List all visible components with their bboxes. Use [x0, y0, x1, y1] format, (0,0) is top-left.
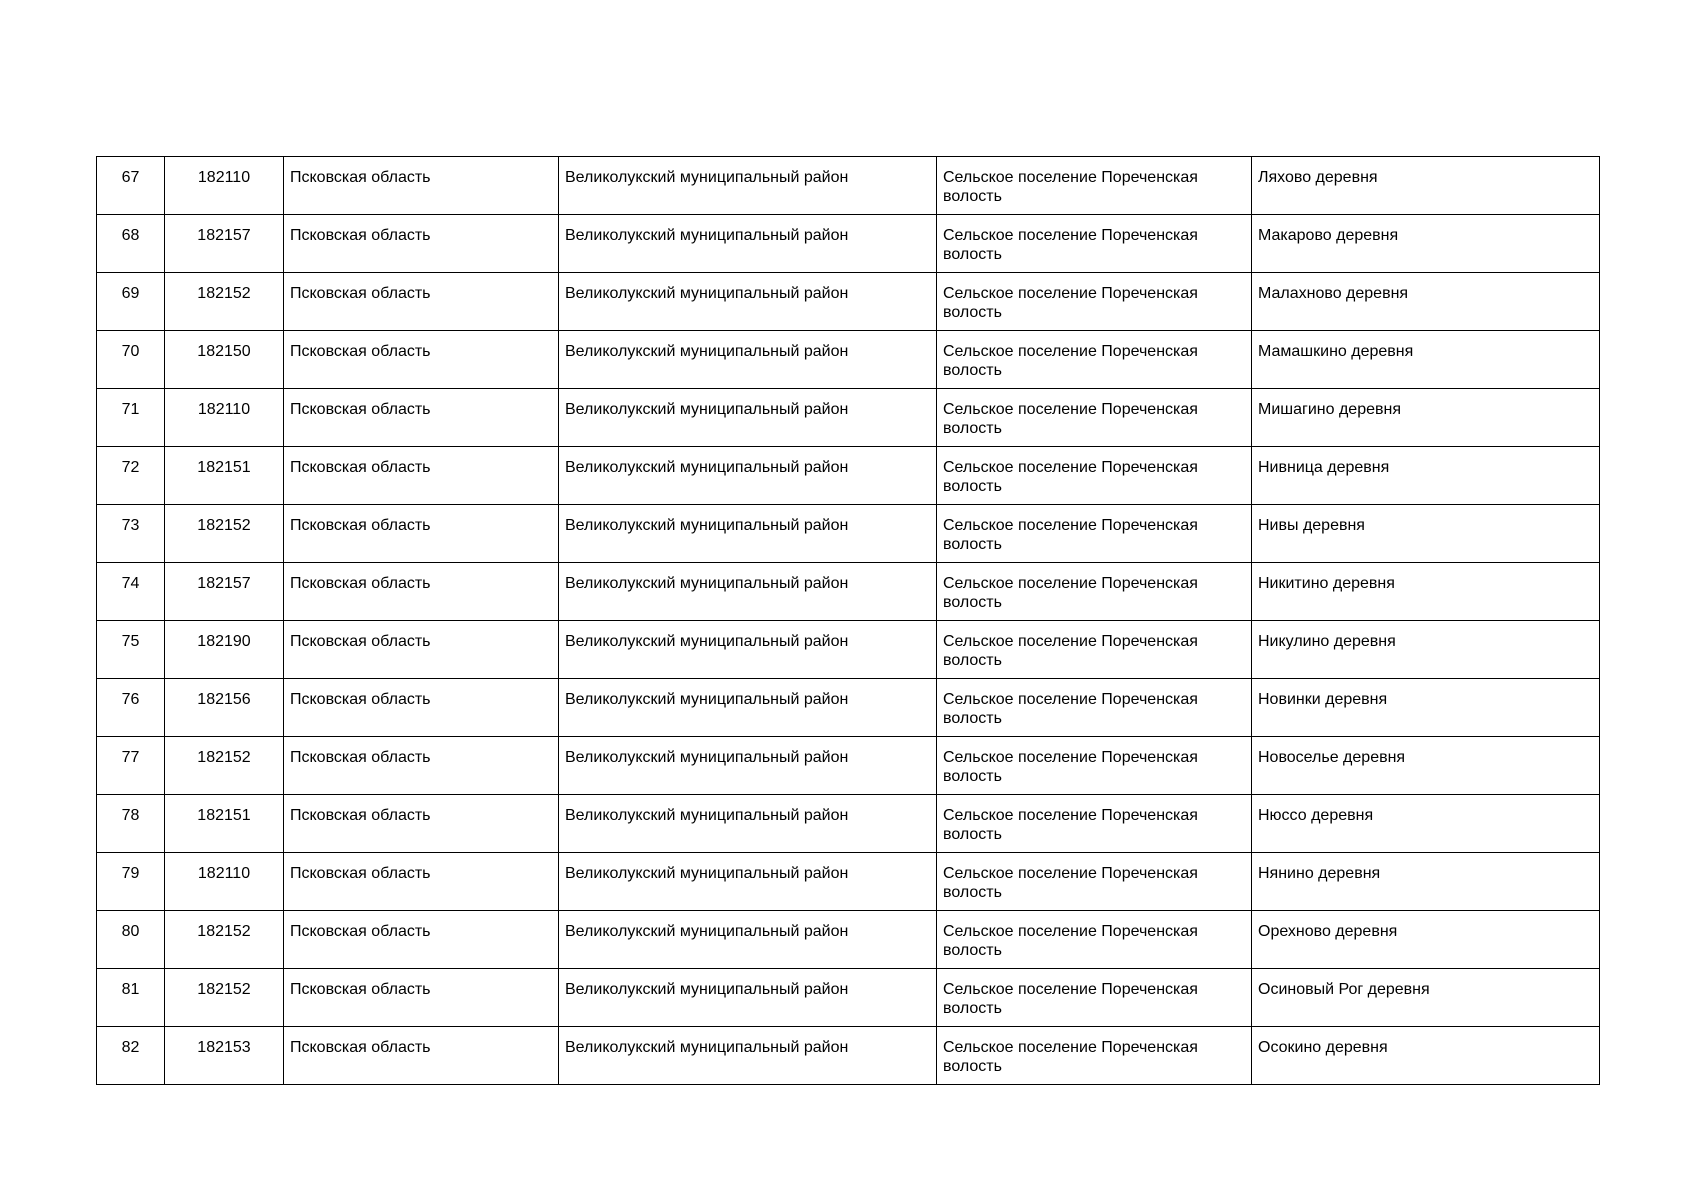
- locality-cell: Нюссо деревня: [1252, 795, 1600, 853]
- table-row: [97, 853, 1600, 911]
- district-cell: Великолукский муниципальный район: [559, 853, 937, 911]
- records-table-body: [97, 157, 1600, 1085]
- row-number-cell: 77: [97, 737, 165, 795]
- postal-index-cell: 182157: [165, 563, 284, 621]
- settlement-cell: Сельское поселение Пореченская волость: [937, 1027, 1252, 1085]
- region-cell: Псковская область: [284, 447, 559, 505]
- row-number-cell: 82: [97, 1027, 165, 1085]
- table-row: [97, 795, 1600, 853]
- postal-index-cell: 182110: [165, 389, 284, 447]
- district-cell: Великолукский муниципальный район: [559, 505, 937, 563]
- region-cell: Псковская область: [284, 679, 559, 737]
- region-cell: Псковская область: [284, 389, 559, 447]
- postal-index-cell: 182152: [165, 737, 284, 795]
- table-row: [97, 273, 1600, 331]
- settlement-cell: Сельское поселение Пореченская волость: [937, 447, 1252, 505]
- postal-index-cell: 182151: [165, 795, 284, 853]
- district-cell: Великолукский муниципальный район: [559, 621, 937, 679]
- table-row: [97, 969, 1600, 1027]
- region-cell: Псковская область: [284, 215, 559, 273]
- region-cell: Псковская область: [284, 563, 559, 621]
- locality-cell: Нянино деревня: [1252, 853, 1600, 911]
- row-number-cell: 67: [97, 157, 165, 215]
- region-cell: Псковская область: [284, 331, 559, 389]
- locality-cell: Новоселье деревня: [1252, 737, 1600, 795]
- locality-cell: Мамашкино деревня: [1252, 331, 1600, 389]
- locality-cell: Никулино деревня: [1252, 621, 1600, 679]
- row-number-cell: 68: [97, 215, 165, 273]
- region-cell: Псковская область: [284, 157, 559, 215]
- district-cell: Великолукский муниципальный район: [559, 273, 937, 331]
- row-number-cell: 81: [97, 969, 165, 1027]
- district-cell: Великолукский муниципальный район: [559, 1027, 937, 1085]
- locality-cell: Орехново деревня: [1252, 911, 1600, 969]
- table-row: [97, 563, 1600, 621]
- table-row: [97, 447, 1600, 505]
- row-number-cell: 70: [97, 331, 165, 389]
- postal-index-cell: 182152: [165, 969, 284, 1027]
- row-number-cell: 79: [97, 853, 165, 911]
- postal-index-cell: 182150: [165, 331, 284, 389]
- postal-index-cell: 182156: [165, 679, 284, 737]
- settlement-cell: Сельское поселение Пореченская волость: [937, 331, 1252, 389]
- table-row: [97, 621, 1600, 679]
- records-table: [96, 156, 1600, 1085]
- region-cell: Псковская область: [284, 273, 559, 331]
- table-row: [97, 389, 1600, 447]
- row-number-cell: 78: [97, 795, 165, 853]
- locality-cell: Осиновый Рог деревня: [1252, 969, 1600, 1027]
- district-cell: Великолукский муниципальный район: [559, 157, 937, 215]
- table-row: [97, 505, 1600, 563]
- table-row: [97, 1027, 1600, 1085]
- row-number-cell: 75: [97, 621, 165, 679]
- locality-cell: Новинки деревня: [1252, 679, 1600, 737]
- settlement-cell: Сельское поселение Пореченская волость: [937, 969, 1252, 1027]
- district-cell: Великолукский муниципальный район: [559, 447, 937, 505]
- postal-index-cell: 182157: [165, 215, 284, 273]
- locality-cell: Макарово деревня: [1252, 215, 1600, 273]
- row-number-cell: 71: [97, 389, 165, 447]
- row-number-cell: 72: [97, 447, 165, 505]
- row-number-cell: 80: [97, 911, 165, 969]
- district-cell: Великолукский муниципальный район: [559, 563, 937, 621]
- locality-cell: Никитино деревня: [1252, 563, 1600, 621]
- locality-cell: Ляхово деревня: [1252, 157, 1600, 215]
- settlement-cell: Сельское поселение Пореченская волость: [937, 157, 1252, 215]
- settlement-cell: Сельское поселение Пореченская волость: [937, 621, 1252, 679]
- district-cell: Великолукский муниципальный район: [559, 215, 937, 273]
- postal-index-cell: 182152: [165, 273, 284, 331]
- district-cell: Великолукский муниципальный район: [559, 331, 937, 389]
- settlement-cell: Сельское поселение Пореченская волость: [937, 795, 1252, 853]
- region-cell: Псковская область: [284, 621, 559, 679]
- settlement-cell: Сельское поселение Пореченская волость: [937, 853, 1252, 911]
- table-row: [97, 911, 1600, 969]
- row-number-cell: 76: [97, 679, 165, 737]
- postal-index-cell: 182190: [165, 621, 284, 679]
- district-cell: Великолукский муниципальный район: [559, 389, 937, 447]
- row-number-cell: 74: [97, 563, 165, 621]
- district-cell: Великолукский муниципальный район: [559, 911, 937, 969]
- row-number-cell: 69: [97, 273, 165, 331]
- locality-cell: Малахново деревня: [1252, 273, 1600, 331]
- postal-index-cell: 182110: [165, 157, 284, 215]
- postal-index-cell: 182110: [165, 853, 284, 911]
- table-row: [97, 737, 1600, 795]
- district-cell: Великолукский муниципальный район: [559, 679, 937, 737]
- locality-cell: Нивы деревня: [1252, 505, 1600, 563]
- table-row: [97, 331, 1600, 389]
- region-cell: Псковская область: [284, 969, 559, 1027]
- district-cell: Великолукский муниципальный район: [559, 969, 937, 1027]
- table-row: [97, 215, 1600, 273]
- row-number-cell: 73: [97, 505, 165, 563]
- settlement-cell: Сельское поселение Пореченская волость: [937, 389, 1252, 447]
- settlement-cell: Сельское поселение Пореченская волость: [937, 737, 1252, 795]
- postal-index-cell: 182152: [165, 911, 284, 969]
- postal-index-cell: 182151: [165, 447, 284, 505]
- table-row: [97, 157, 1600, 215]
- district-cell: Великолукский муниципальный район: [559, 795, 937, 853]
- settlement-cell: Сельское поселение Пореченская волость: [937, 505, 1252, 563]
- settlement-cell: Сельское поселение Пореченская волость: [937, 911, 1252, 969]
- region-cell: Псковская область: [284, 505, 559, 563]
- region-cell: Псковская область: [284, 1027, 559, 1085]
- region-cell: Псковская область: [284, 853, 559, 911]
- locality-cell: Нивница деревня: [1252, 447, 1600, 505]
- postal-index-cell: 182153: [165, 1027, 284, 1085]
- settlement-cell: Сельское поселение Пореченская волость: [937, 679, 1252, 737]
- settlement-cell: Сельское поселение Пореченская волость: [937, 273, 1252, 331]
- settlement-cell: Сельское поселение Пореченская волость: [937, 563, 1252, 621]
- postal-index-cell: 182152: [165, 505, 284, 563]
- region-cell: Псковская область: [284, 795, 559, 853]
- table-row: [97, 679, 1600, 737]
- settlement-cell: Сельское поселение Пореченская волость: [937, 215, 1252, 273]
- district-cell: Великолукский муниципальный район: [559, 737, 937, 795]
- region-cell: Псковская область: [284, 911, 559, 969]
- locality-cell: Осокино деревня: [1252, 1027, 1600, 1085]
- region-cell: Псковская область: [284, 737, 559, 795]
- locality-cell: Мишагино деревня: [1252, 389, 1600, 447]
